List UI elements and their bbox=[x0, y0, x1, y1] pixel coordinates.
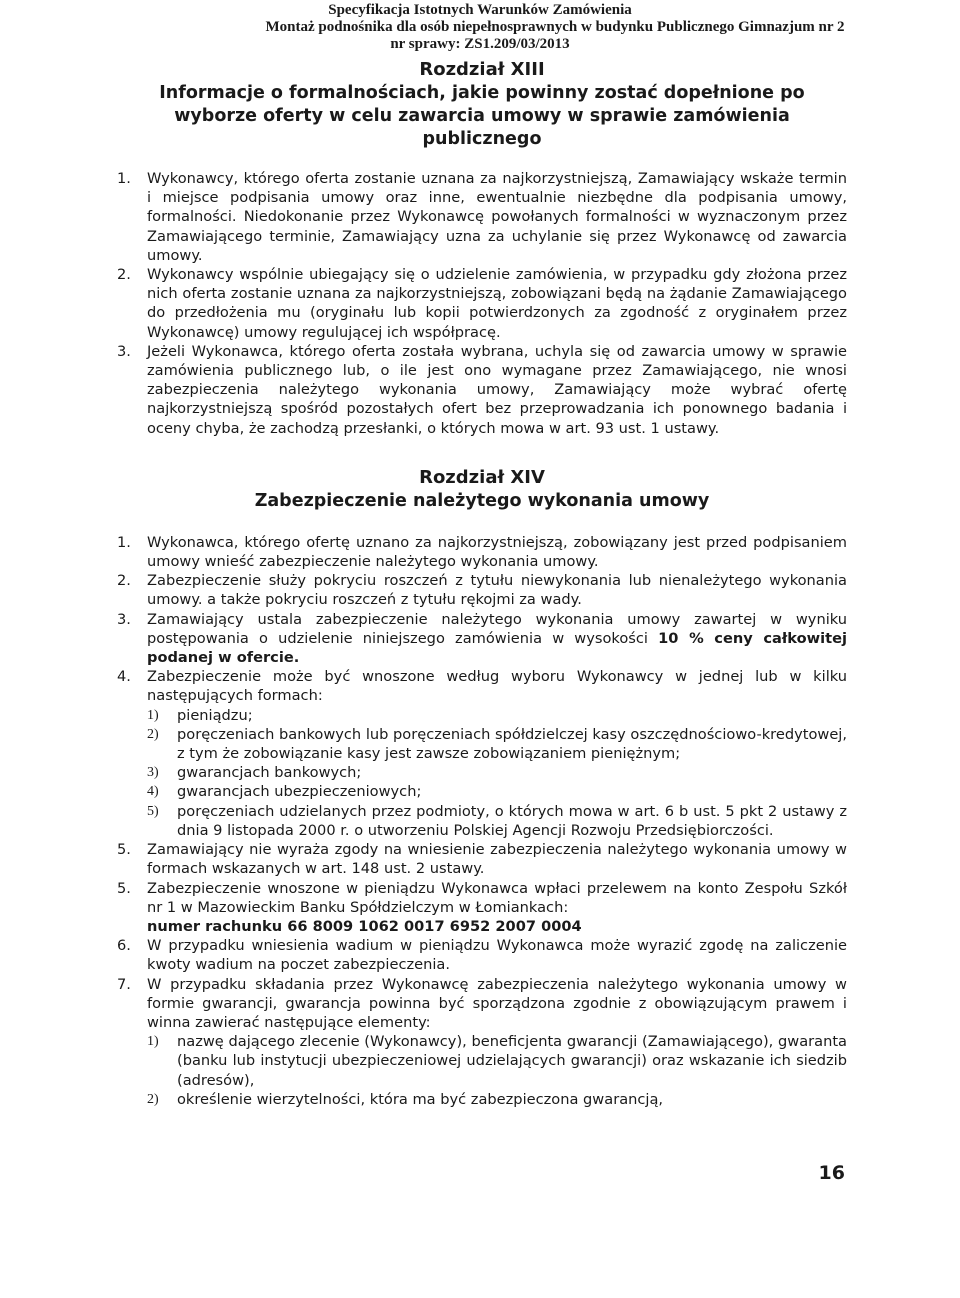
list-item: 7. W przypadku składania przez Wykonawcę zabezpieczenia należytego wykonania umowy w formie gwarancji, gwarancja powinna być sporządzona zgodnie z obowiązującym prawem i winna zawierać następujące elementy: 1) nazwę dającego zlecenie (Wykonawcy), beneficjenta gwarancji (Zamawiającego), gwaranta (banku lub instytucji ubezpieczeniowej udzielających gwarancji) oraz wskazanie ich siedzib (adresów), 2) określenie wierzytelności, która ma być zabezpieczona gwarancją, bbox=[117, 975, 847, 1108]
document-body bbox=[117, 58, 847, 1109]
list-item: 6. W przypadku wniesienia wadium w pieniądzu Wykonawca może wyrazić zgodę na zaliczenie kwoty wadium na poczet zabezpieczenia. bbox=[117, 937, 847, 974]
list-item: 5. Zamawiający nie wyraża zgody na wniesienie zabezpieczenia należytego wykonania umowy w formach wskazanych w art. 148 ust. 2 ustawy. bbox=[117, 841, 847, 878]
chapter-14-title: Rozdział XIV bbox=[419, 466, 545, 488]
header-title: Specyfikacja Istotnych Warunków Zamówienia bbox=[328, 2, 632, 18]
sub-list-item: 2) poręczeniach bankowych lub poręczeniach spółdzielczej kasy oszczędnościowo-kredytowej, z tym że zobowiązanie kasy jest zawsze zobowiązaniem pieniężnym; bbox=[147, 725, 847, 763]
sub-list-item: 1) pieniądzu; bbox=[147, 706, 253, 724]
page-number: 16 bbox=[818, 1162, 845, 1184]
chapter-14-subtitle: Zabezpieczenie należytego wykonania umowy bbox=[254, 490, 710, 511]
security-forms-list bbox=[147, 706, 847, 840]
list-item: 3. Zamawiający ustala zabezpieczenie należytego wykonania umowy zawartej w wyniku postępowania o udzielenie niniejszego zamówienia w wysokości 10 % ceny całkowitej podanej w ofercie. bbox=[117, 610, 847, 667]
chapter-13-title: Rozdział XIII bbox=[419, 59, 545, 80]
chapter-13-list bbox=[117, 169, 847, 438]
bank-account-number: numer rachunku 66 8009 1062 0017 6952 2007 0004 bbox=[147, 917, 582, 935]
list-item: 5. Zabezpieczenie wnoszone w pieniądzu Wykonawca wpłaci przelewem na konto Zespołu Szkół nr 1 w Mazowieckim Banku Spółdzielczym w Łomiankach: numer rachunku 66 8009 1062 0017 6952 2007 0004 bbox=[117, 879, 847, 935]
sub-list-item: 4) gwarancjach ubezpieczeniowych; bbox=[147, 783, 422, 801]
sub-list-item: 1) nazwę dającego zlecenie (Wykonawcy), beneficjenta gwarancji (Zamawiającego), gwaranta (banku lub instytucji ubezpieczeniowej udzielających gwarancji) oraz wskazanie ich siedzib (adresów), bbox=[147, 1033, 847, 1089]
list-item: 1. Wykonawcy, którego oferta zostanie uznana za najkorzystniejszą, Zamawiający wskaże termin i miejsce podpisania umowy oraz inne, ewentualnie niezbędne dla podpisania umowy, formalności. Niedokonanie przez Wykonawcę powołanych formalności w wyznaczonym przez Zamawiającego terminie, Zamawiający uzna za uchylanie się przez Wykonawcę od zawarcia umowy. bbox=[117, 170, 847, 264]
document-header bbox=[0, 0, 960, 53]
list-item: 3. Jeżeli Wykonawca, którego oferta została wybrana, uchyla się od zawarcia umowy w sprawie zamówienia publicznego lub, o ile jest ono wymagane przez Zamawiającego, nie wnosi zabezpieczenia należytego wykonania umowy, Zamawiający może wybrać ofertę najkorzystniejszą spośród pozostałych ofert bez przeprowadzania ich ponownego badania i oceny chyba, że zachodzą przesłanki, o których mowa w art. 93 ust. 1 ustawy. bbox=[117, 342, 847, 437]
guarantee-elements-list bbox=[147, 1032, 847, 1109]
chapter-14-list bbox=[117, 533, 847, 1109]
list-item: 1. Wykonawca, którego ofertę uznano za najkorzystniejszą, zobowiązany jest przed podpisaniem umowy wnieść zabezpieczenie należytego wykonania umowy. bbox=[117, 533, 847, 571]
list-item: 2. Zabezpieczenie służy pokryciu roszczeń z tytułu niewykonania lub nienależytego wykonania umowy. a także pokryciu roszczeń z tytułu rękojmi za wady. bbox=[117, 572, 847, 609]
sub-list-item: 5) poręczeniach udzielanych przez podmioty, o których mowa w art. 6 b ust. 5 pkt 2 ustawy z dnia 9 listopada 2000 r. o utworzeniu Polskiej Agencji Rozwoju Przedsiębiorczości. bbox=[147, 802, 847, 839]
header-case-number: nr sprawy: ZS1.209/03/2013 bbox=[390, 36, 570, 52]
sub-list-item: 2) określenie wierzytelności, która ma być zabezpieczona gwarancją, bbox=[147, 1090, 664, 1108]
header-subject: Montaż podnośnika dla osób niepełnosprawnych w budynku Publicznego Gimnazjum nr 2 bbox=[265, 19, 845, 35]
list-item: 2. Wykonawcy wspólnie ubiegający się o udzielenie zamówienia, w przypadku gdy złożona przez nich oferta zostanie uznana za najkorzystniejszą, zobowiązani będą na żądanie Zamawiającego do przedłożenia mu (oryginału lub kopii potwierdzonych za zgodność z oryginałem przez Wykonawcę) umowy regulującej ich współpracę. bbox=[117, 266, 847, 341]
security-amount: 10 % ceny całkowitej podanej w ofercie. bbox=[147, 629, 847, 667]
sub-list-item: 3) gwarancjach bankowych; bbox=[147, 764, 362, 782]
chapter-13-subtitle: Informacje o formalnościach, jakie powinny zostać dopełnione po wyborze oferty w celu zawarcia umowy w sprawie zamówienia publicznego bbox=[159, 83, 805, 149]
list-item: 4. Zabezpieczenie może być wnoszone według wyboru Wykonawcy w jednej lub w kilku następujących formach: 1) pieniądzu; 2) poręczeniach bankowych lub poręczeniach spółdzielczej kasy oszczędnościowo-kredytowej, z tym że zobowiązanie kasy jest zawsze zobowiązaniem pieniężnym; 3) gwarancjach bankowych; 4) gwarancjach ubezpieczeniowych; 5) poręczeniach udzielanych przez podmioty, o których mowa w art. 6 b ust. 5 pkt 2 ustawy z dnia 9 listopada 2000 r. o utworzeniu Polskiej Agencji Rozwoju Przedsiębiorczości. bbox=[117, 668, 847, 839]
